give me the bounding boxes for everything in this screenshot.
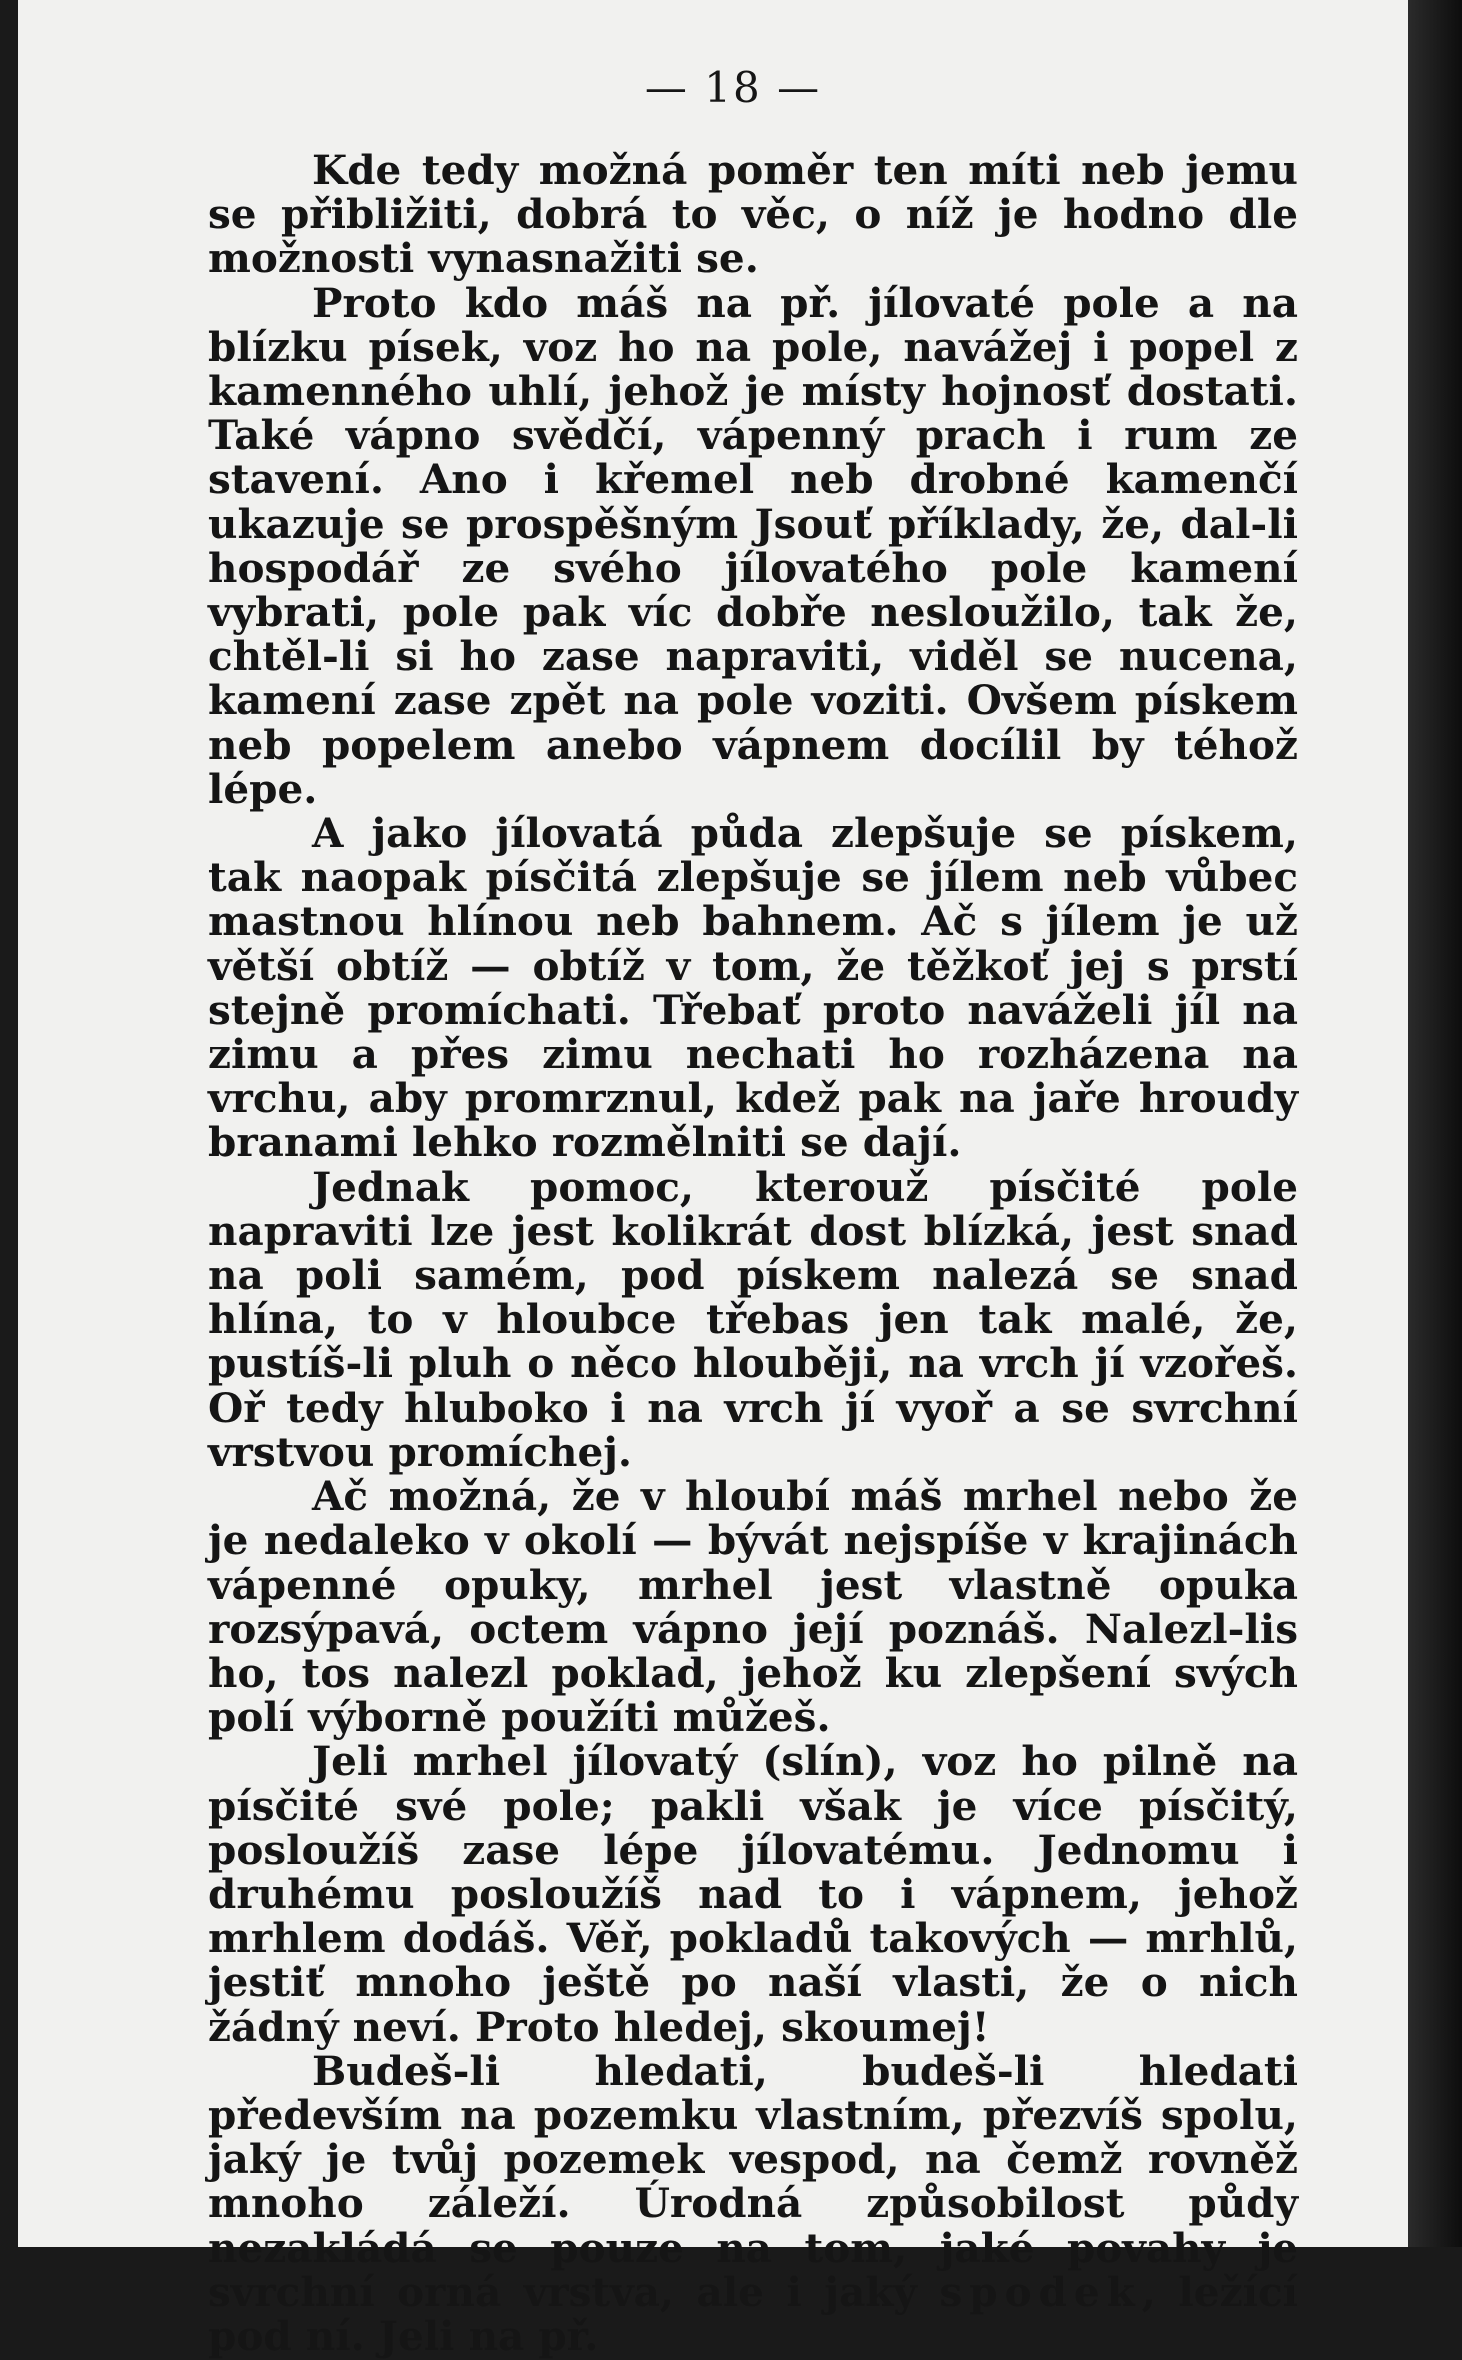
emphasized-word: spodek (939, 2267, 1142, 2316)
book-page (18, 0, 1408, 2360)
paragraph: Proto kdo máš na př. jílovaté pole a na blízku písek, voz ho na pole, navážej i popel z kamenného uhlí, jehož je místy hojnosť dostati. Také vápno svědčí, vápenný prach i rum ze stavení. Ano i křemel neb drobné kamenčí ukazuje se prospěšným Jsouť příklady, že, dal-li hospodář ze svého jílovatého pole kamení vybrati, pole pak víc dobře nesloužilo, tak že, chtěl-li si ho zase napraviti, viděl se nucena, kamení zase zpět na pole voziti. Ovšem pískem neb popelem anebo vápnem docílil by téhož lépe. (208, 278, 1298, 813)
paragraph: Ač možná, že v hloubí máš mrhel nebo že je nedaleko v okolí — bývát nejspíše v krajinách vápenné opuky, mrhel jest vlastně opuka rozsýpavá, octem vápno její poznáš. Nalezl-lis ho, tos nalezl poklad, jehož ku zlepšení svých polí výborně použíti můžeš. (208, 1472, 1298, 1742)
book-spine (1408, 0, 1462, 2247)
paragraph: Jeli mrhel jílovatý (slín), voz ho pilně na písčité své pole; pakli však je více písčitý, posloužíš zase lépe jílovatému. Jednomu i druhému posloužíš nad to i vápnem, jehož mrhlem dodáš. Věř, pokladů takových — mrhlů, jestiť mnoho ještě po naší vlasti, že o nich žádný neví. Proto hledej, skoumej! (208, 1737, 1298, 2051)
paragraph: Jednak pomoc, kterouž písčité pole napraviti lze jest kolikrát dost blízká, jest snad na poli samém, pod pískem nalezá se snad hlína, to v hloubce třebas jen tak malé, že, pustíš-li pluh o něco hlouběji, na vrch jí vzořeš. Oř tedy hluboko i na vrch jí vyoř a se svrchní vrstvou promíchej. (208, 1162, 1298, 1476)
paragraph: Kde tedy možná poměr ten míti neb jemu se přibližiti, dobrá to věc, o níž je hodno dle možnosti vynasnažiti se. (208, 146, 1298, 283)
paragraph-last-tail: , ležící pod ní. Jeli na př. (208, 2267, 1298, 2360)
body-text (208, 148, 1298, 2358)
paragraph-last-text: Budeš-li hledati, budeš-li hledati především na pozemku vlastním, přezvíš spolu, jaký je tvůj pozemek vespod, na čemž rovněž mnoho záleží. Úrodná způsobilost půdy nezakládá se pouze na tom, jaké povahy je svrchní orná vrstva, ale i jaký (208, 2046, 1298, 2316)
paragraph: A jako jílovatá půda zlepšuje se pískem, tak naopak písčitá zlepšuje se jílem neb vůbec mastnou hlínou neb bahnem. Ač s jílem je už větší obtíž — obtíž v tom, že těžkoť jej s prstí stejně promíchati. Třebať proto naváželi jíl na zimu a přes zimu nechati ho rozházena na vrchu, aby promrznul, kdež pak na jaře hroudy branami lehko rozmělniti se dají. (208, 809, 1298, 1167)
page-number: — 18 — (644, 63, 822, 112)
paragraph-last (208, 2046, 1298, 2360)
